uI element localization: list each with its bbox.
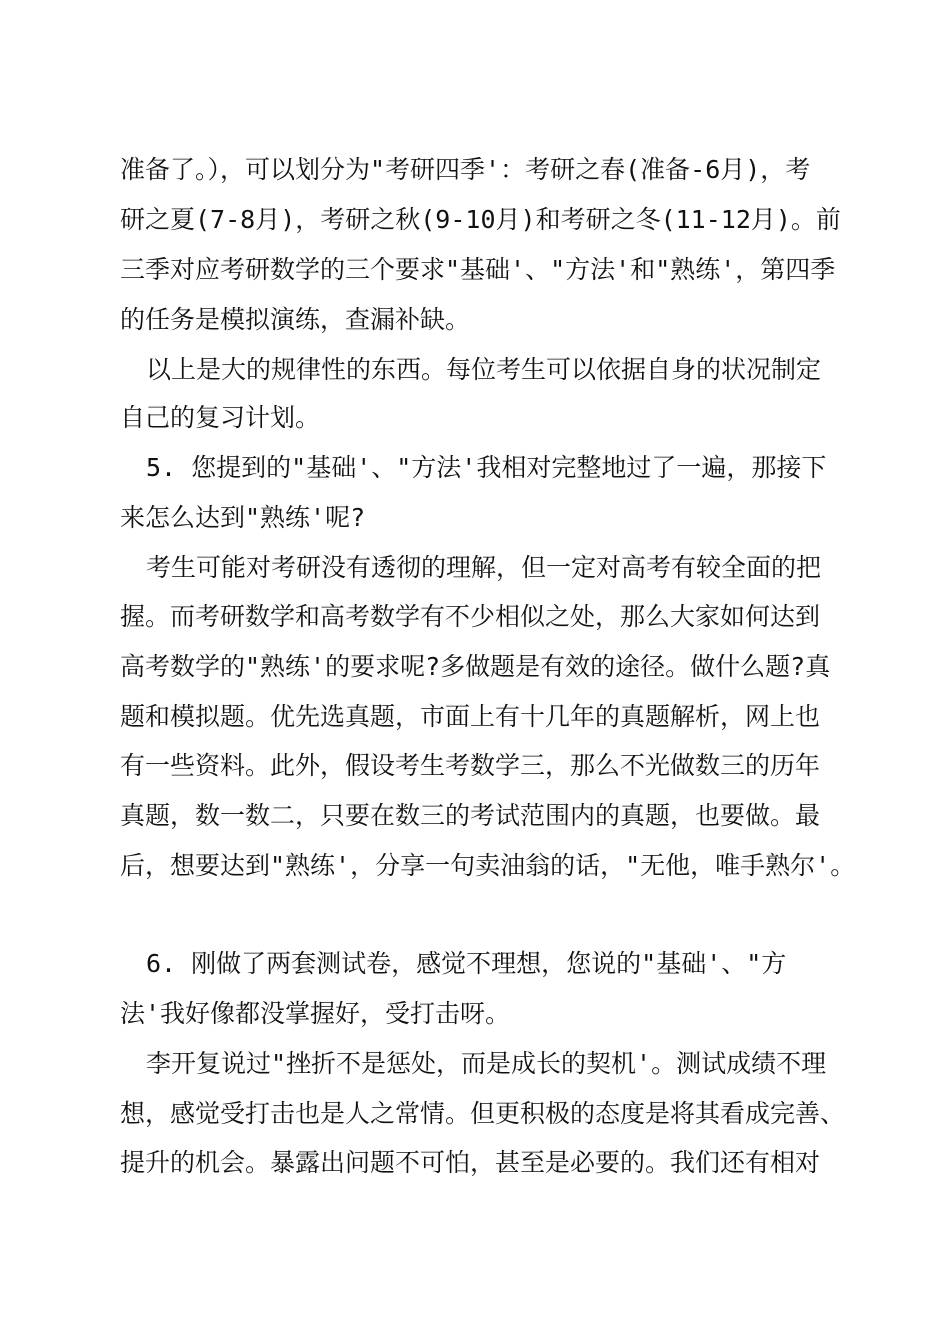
text-line: 提升的机会。暴露出问题不可怕，甚至是必要的。我们还有相对 — [120, 1148, 821, 1177]
paragraph-first-line: 考生可能对考研没有透彻的理解，但一定对高考有较全面的把 — [146, 553, 822, 582]
text-line: 高考数学的"熟练'的要求呢?多做题是有效的途径。做什么题?真 — [120, 652, 831, 681]
text-line: 的任务是模拟演练，查漏补缺。 — [120, 305, 471, 334]
paragraph-first-line: 以上是大的规律性的东西。每位考生可以依据自身的状况制定 — [146, 355, 822, 384]
text-line: 准备了。），可以划分为"考研四季'：考研之春(准备-6月)，考 — [120, 155, 811, 184]
text-line: 握。而考研数学和高考数学有不少相似之处，那么大家如何达到 — [120, 602, 821, 631]
text-line: 后，想要达到"熟练'，分享一句卖油翁的话，"无他，唯手熟尔'。 — [120, 851, 856, 880]
question-heading-continued: 法'我好像都没掌握好，受打击呀。 — [120, 999, 511, 1028]
text-line: 有一些资料。此外，假设考生考数学三，那么不光做数三的历年 — [120, 751, 821, 780]
text-line: 三季对应考研数学的三个要求"基础'、"方法'和"熟练'，第四季 — [120, 255, 836, 284]
question-heading-continued: 来怎么达到"熟练'呢? — [120, 503, 366, 532]
question-heading: 5. 您提到的"基础'、"方法'我相对完整地过了一遍，那接下 — [146, 453, 827, 482]
text-line: 研之夏(7-8月)，考研之秋(9-10月)和考研之冬(11-12月)。前 — [120, 205, 841, 234]
question-heading: 6. 刚做了两套测试卷，感觉不理想，您说的"基础'、"方 — [146, 949, 787, 978]
text-line: 想，感觉受打击也是人之常情。但更积极的态度是将其看成完善、 — [120, 1099, 846, 1128]
text-line: 题和模拟题。优先选真题，市面上有十几年的真题解析，网上也 — [120, 702, 821, 731]
paragraph-first-line: 李开复说过"挫折不是惩处，而是成长的契机'。测试成绩不理 — [146, 1049, 827, 1078]
text-line: 真题，数一数二，只要在数三的考试范围内的真题，也要做。最 — [120, 801, 821, 830]
text-line: 自己的复习计划。 — [120, 403, 321, 432]
